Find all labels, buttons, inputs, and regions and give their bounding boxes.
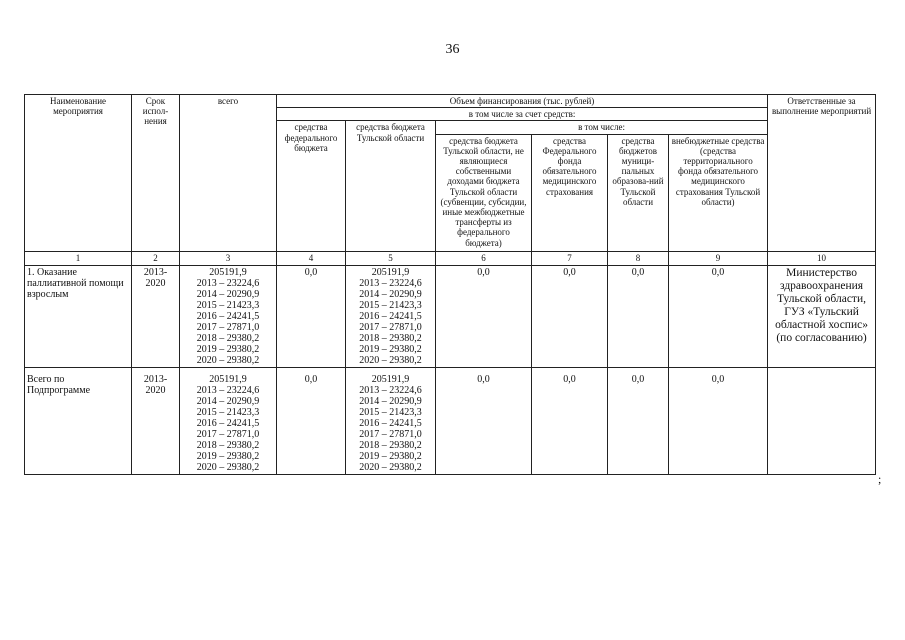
column-number: 9 xyxy=(669,251,768,265)
row-federal: 0,0 xyxy=(277,367,346,474)
total-value: 205191,9 xyxy=(209,373,247,385)
row-extrabudget: 0,0 xyxy=(669,367,768,474)
row-regional-non-own: 0,0 xyxy=(436,265,532,367)
regional-year-value: 2015 – 21423,3 xyxy=(359,299,422,311)
row-term: 2013-2020 xyxy=(132,367,180,474)
regional-year-value: 2020 – 29380,2 xyxy=(359,461,422,473)
total-year-value: 2013 – 23224,6 xyxy=(196,384,260,396)
regional-year-value: 2018 – 29380,2 xyxy=(359,439,422,451)
row-extrabudget: 0,0 xyxy=(669,265,768,367)
total-year-value: 2014 – 20290,9 xyxy=(196,395,260,407)
column-number: 8 xyxy=(608,251,669,265)
regional-year-value: 2015 – 21423,3 xyxy=(359,406,422,418)
total-year-value: 2015 – 21423,3 xyxy=(196,299,260,311)
header-responsible: Ответственные за выполнение мероприятий xyxy=(768,95,876,252)
header-regional: средства бюджета Тульской области xyxy=(346,121,436,251)
total-year-value: 2015 – 21423,3 xyxy=(196,406,260,418)
table-row xyxy=(25,367,876,474)
row-municipal: 0,0 xyxy=(608,265,669,367)
total-year-value: 2020 – 29380,2 xyxy=(196,461,260,473)
header-extrabudget: внебюджетные средства (средства территориального фонда обязательного медицинского страхования Тульской области) xyxy=(669,134,768,251)
header-federal: средства федерального бюджета xyxy=(277,121,346,251)
header-funding: Объем финансирования (тыс. рублей) xyxy=(277,95,768,108)
regional-year-value: 2018 – 29380,2 xyxy=(359,332,422,344)
row-regional xyxy=(346,367,436,474)
total-year-value: 2019 – 29380,2 xyxy=(196,343,260,355)
row-total xyxy=(180,265,277,367)
row-federal-mandatory-fund: 0,0 xyxy=(532,367,608,474)
table-row xyxy=(25,265,876,367)
total-year-value: 2016 – 24241,5 xyxy=(196,310,260,322)
regional-year-value: 2014 – 20290,9 xyxy=(359,395,422,407)
column-number: 2 xyxy=(132,251,180,265)
total-year-value: 2013 – 23224,6 xyxy=(196,277,260,289)
total-year-value: 2018 – 29380,2 xyxy=(196,332,260,344)
row-federal-mandatory-fund: 0,0 xyxy=(532,265,608,367)
regional-year-value: 2017 – 27871,0 xyxy=(359,321,422,333)
total-year-value: 2017 – 27871,0 xyxy=(196,321,260,333)
column-number: 10 xyxy=(768,251,876,265)
header-including: в том числе: xyxy=(436,121,768,134)
column-number: 7 xyxy=(532,251,608,265)
header-name: Наименование мероприятия xyxy=(25,95,132,252)
regional-year-value: 2014 – 20290,9 xyxy=(359,288,422,300)
row-name: Всего по Подпрограмме xyxy=(25,367,132,474)
regional-value: 205191,9 xyxy=(371,266,410,278)
header-total: всего xyxy=(180,95,277,252)
regional-year-value: 2013 – 23224,6 xyxy=(359,277,422,289)
row-regional xyxy=(346,265,436,367)
financing-table xyxy=(24,94,876,475)
header-including-sources: в том числе за счет средств: xyxy=(277,108,768,121)
header-federal-mandatory-fund: средства Федерального фонда обязательного медицинского страхования xyxy=(532,134,608,251)
regional-year-value: 2017 – 27871,0 xyxy=(359,428,422,440)
regional-year-value: 2016 – 24241,5 xyxy=(359,310,422,322)
regional-value: 205191,9 xyxy=(371,373,410,385)
total-value: 205191,9 xyxy=(209,266,247,278)
column-number: 3 xyxy=(180,251,277,265)
trailing-mark: ; xyxy=(878,472,882,486)
column-number: 4 xyxy=(277,251,346,265)
row-total xyxy=(180,367,277,474)
regional-year-value: 2019 – 29380,2 xyxy=(359,343,422,355)
regional-year-value: 2019 – 29380,2 xyxy=(359,450,422,462)
total-year-value: 2020 – 29380,2 xyxy=(196,354,260,366)
header-municipal: средства бюджетов муници-пальных образова-ний Тульской области xyxy=(608,134,669,251)
row-federal: 0,0 xyxy=(277,265,346,367)
header-term: Срок испол-нения xyxy=(132,95,180,252)
regional-year-value: 2013 – 23224,6 xyxy=(359,384,422,396)
row-name: 1. Оказание паллиативной помощи взрослым xyxy=(25,265,132,367)
total-year-value: 2014 – 20290,9 xyxy=(196,288,260,300)
total-year-value: 2019 – 29380,2 xyxy=(196,450,260,462)
header-regional-non-own: средства бюджета Тульской области, не являющиеся собственными доходами бюджета Тульской области (субвенции, субсидии, иные межбюджетные трансферты из федерального бюджета) xyxy=(436,134,532,251)
regional-year-value: 2016 – 24241,5 xyxy=(359,417,422,429)
row-municipal: 0,0 xyxy=(608,367,669,474)
total-year-value: 2017 – 27871,0 xyxy=(196,428,260,440)
row-term: 2013-2020 xyxy=(132,265,180,367)
column-number: 5 xyxy=(346,251,436,265)
column-number: 1 xyxy=(25,251,132,265)
row-regional-non-own: 0,0 xyxy=(436,367,532,474)
row-responsible: Министерство здравоохранения Тульской области, ГУЗ «Тульский областной хоспис» (по согласованию) xyxy=(768,265,876,367)
total-year-value: 2016 – 24241,5 xyxy=(196,417,260,429)
total-year-value: 2018 – 29380,2 xyxy=(196,439,260,451)
column-number: 6 xyxy=(436,251,532,265)
column-number-row xyxy=(25,251,876,265)
page-number: 36 xyxy=(445,42,460,57)
row-responsible xyxy=(768,367,876,474)
regional-year-value: 2020 – 29380,2 xyxy=(359,354,422,366)
